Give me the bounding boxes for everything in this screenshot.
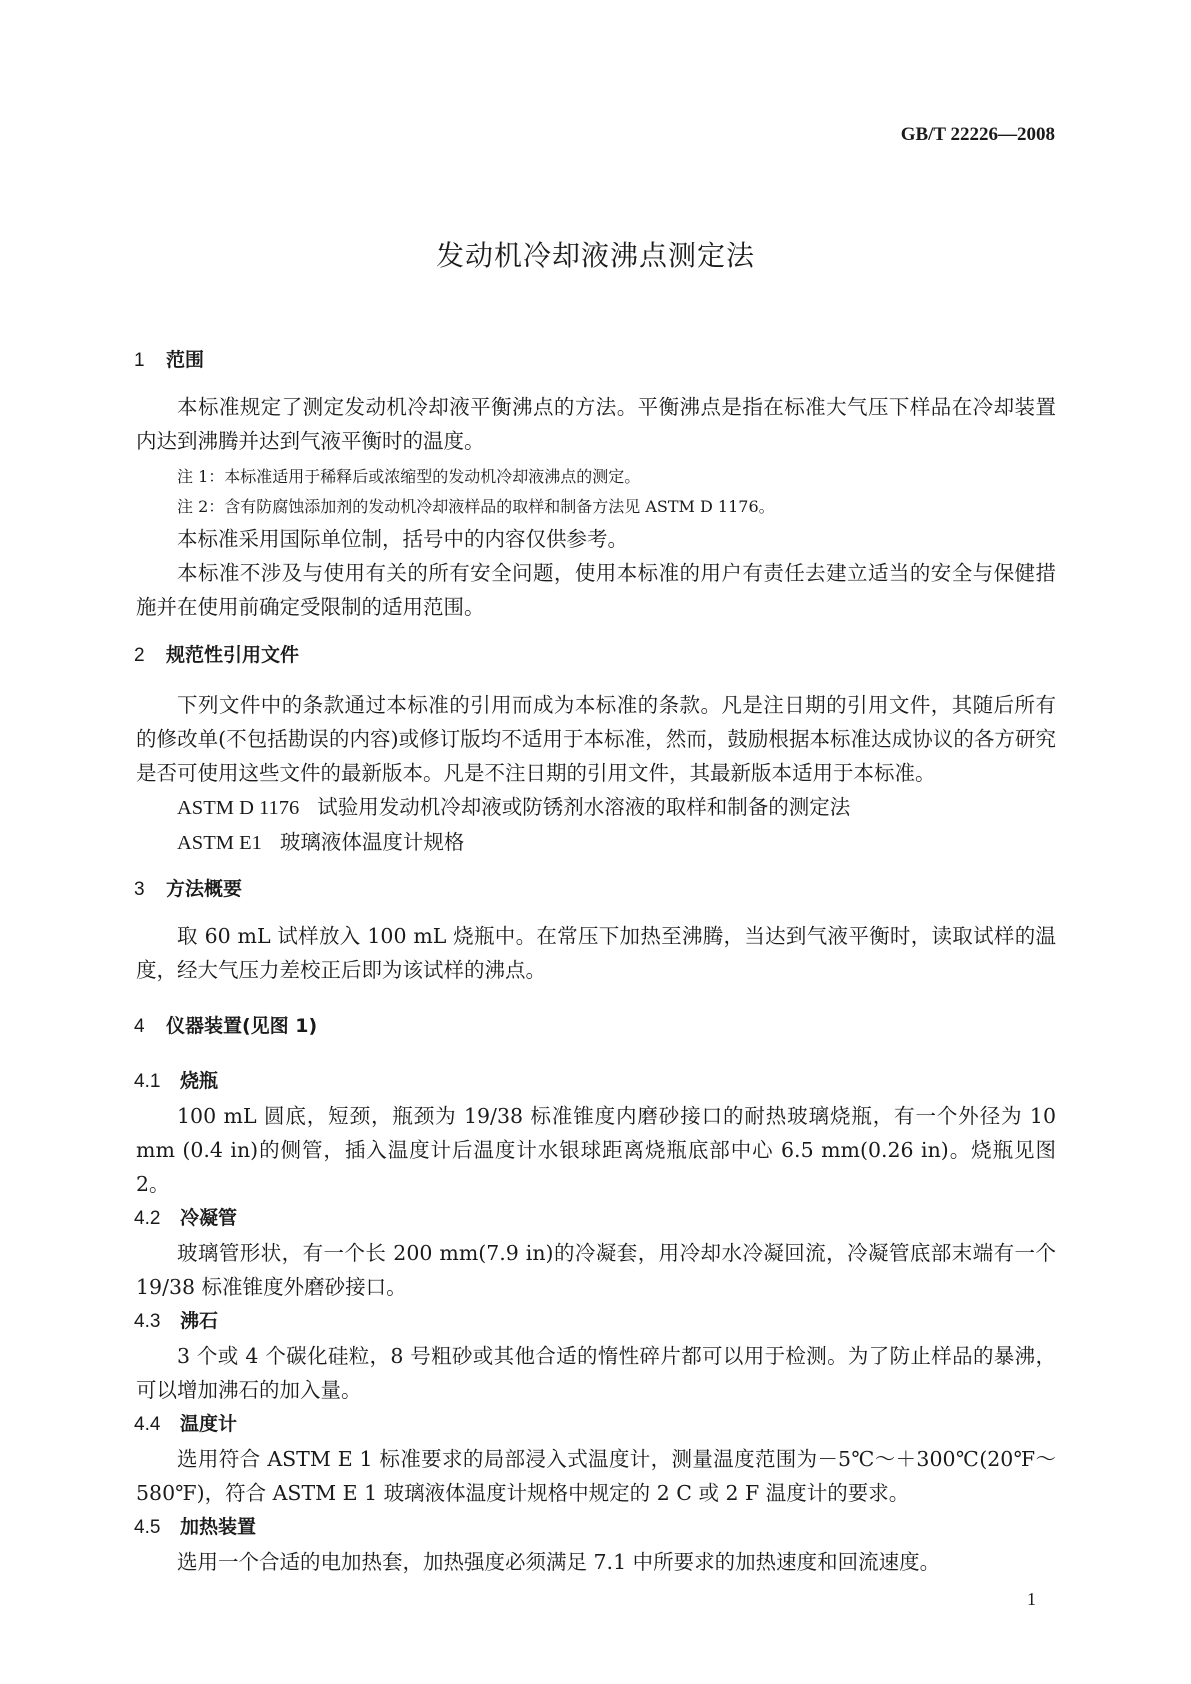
subsection-title: 沸石 [180, 1310, 219, 1332]
paragraph: 本标准不涉及与使用有关的所有安全问题，使用本标准的用户有责任去建立适当的安全与保健措施并在使用前确定受限制的适用范围。 [136, 561, 1056, 619]
subsection-heading-4-2 [134, 1201, 1056, 1236]
reference-item [136, 825, 1056, 860]
section-title: 仪器装置(见图 1) [166, 1015, 318, 1037]
note-2: 注 2：含有防腐蚀添加剂的发动机冷却液样品的取样和制备方法见 ASTM D 1176。 [177, 497, 775, 516]
section-title: 范围 [166, 349, 205, 371]
paragraph: 选用符合 ASTM E 1 标准要求的局部浸入式温度计，测量温度范围为－5℃～＋300℃(20℉～580℉)，符合 ASTM E 1 玻璃液体温度计规格中规定的 2 C 或 2 F 温度计的要求。 [136, 1447, 1056, 1505]
document-body [136, 343, 1056, 1613]
subsection-title: 温度计 [180, 1413, 238, 1435]
subsection-heading-4-3 [134, 1304, 1056, 1339]
section-number: 1 [134, 350, 145, 371]
standard-number: GB/T 22226—2008 [900, 124, 1055, 145]
section-title: 方法概要 [166, 878, 243, 900]
paragraph: 本标准规定了测定发动机冷却液平衡沸点的方法。平衡沸点是指在标准大气压下样品在冷却装置内达到沸腾并达到气液平衡时的温度。 [136, 395, 1056, 453]
subsection-number: 4.5 [134, 1517, 161, 1538]
subsection-heading-4-1 [134, 1064, 1056, 1099]
subsection-number: 4.1 [134, 1071, 161, 1092]
reference-title: 试验用发动机冷却液或防锈剂水溶液的取样和制备的测定法 [317, 795, 851, 819]
document-title: 发动机冷却液沸点测定法 [435, 239, 755, 272]
paragraph: 本标准采用国际单位制，括号中的内容仅供参考。 [177, 527, 628, 551]
note-1: 注 1：本标准适用于稀释后或浓缩型的发动机冷却液沸点的测定。 [177, 467, 641, 486]
paragraph: 3 个或 4 个碳化硅粒，8 号粗砂或其他合适的惰性碎片都可以用于检测。为了防止样品的暴沸，可以增加沸石的加入量。 [136, 1344, 1056, 1402]
paragraph: 选用一个合适的电加热套，加热强度必须满足 7.1 中所要求的加热速度和回流速度。 [177, 1550, 941, 1574]
reference-code: ASTM D 1176 [177, 797, 300, 819]
subsection-title: 冷凝管 [180, 1207, 238, 1229]
paragraph: 玻璃管形状，有一个长 200 mm(7.9 in)的冷凝套，用冷却水冷凝回流，冷凝管底部末端有一个 19/38 标准锥度外磨砂接口。 [136, 1241, 1056, 1299]
subsection-title: 加热装置 [180, 1516, 257, 1538]
section-heading-2 [134, 638, 1056, 673]
section-heading-1 [134, 343, 1056, 378]
section-heading-4 [134, 1009, 1056, 1044]
section-number: 4 [134, 1016, 145, 1037]
paragraph: 100 mL 圆底，短颈，瓶颈为 19/38 标准锥度内磨砂接口的耐热玻璃烧瓶，有一个外径为 10 mm (0.4 in)的侧管，插入温度计后温度计水银球距离烧瓶底部中心 6.5 mm(0.26 in)。烧瓶见图 2。 [136, 1104, 1056, 1196]
section-title: 规范性引用文件 [166, 644, 300, 666]
reference-item [136, 790, 1056, 825]
section-heading-3 [134, 872, 1056, 907]
subsection-heading-4-4 [134, 1407, 1056, 1442]
page-number: 1 [1027, 1589, 1036, 1609]
section-number: 2 [134, 645, 145, 666]
reference-title: 玻璃液体温度计规格 [279, 830, 465, 854]
subsection-number: 4.2 [134, 1208, 161, 1229]
paragraph: 下列文件中的条款通过本标准的引用而成为本标准的条款。凡是注日期的引用文件，其随后所有的修改单(不包括勘误的内容)或修订版均不适用于本标准，然而，鼓励根据本标准达成协议的各方研究是否可使用这些文件的最新版本。凡是不注日期的引用文件，其最新版本适用于本标准。 [136, 693, 1056, 785]
subsection-heading-4-5 [134, 1510, 1056, 1545]
subsection-title: 烧瓶 [180, 1070, 219, 1092]
subsection-number: 4.4 [134, 1414, 161, 1435]
section-number: 3 [134, 879, 145, 900]
reference-code: ASTM E1 [177, 832, 262, 854]
subsection-number: 4.3 [134, 1311, 161, 1332]
paragraph: 取 60 mL 试样放入 100 mL 烧瓶中。在常压下加热至沸腾，当达到气液平衡时，读取试样的温度，经大气压力差校正后即为该试样的沸点。 [136, 924, 1056, 982]
